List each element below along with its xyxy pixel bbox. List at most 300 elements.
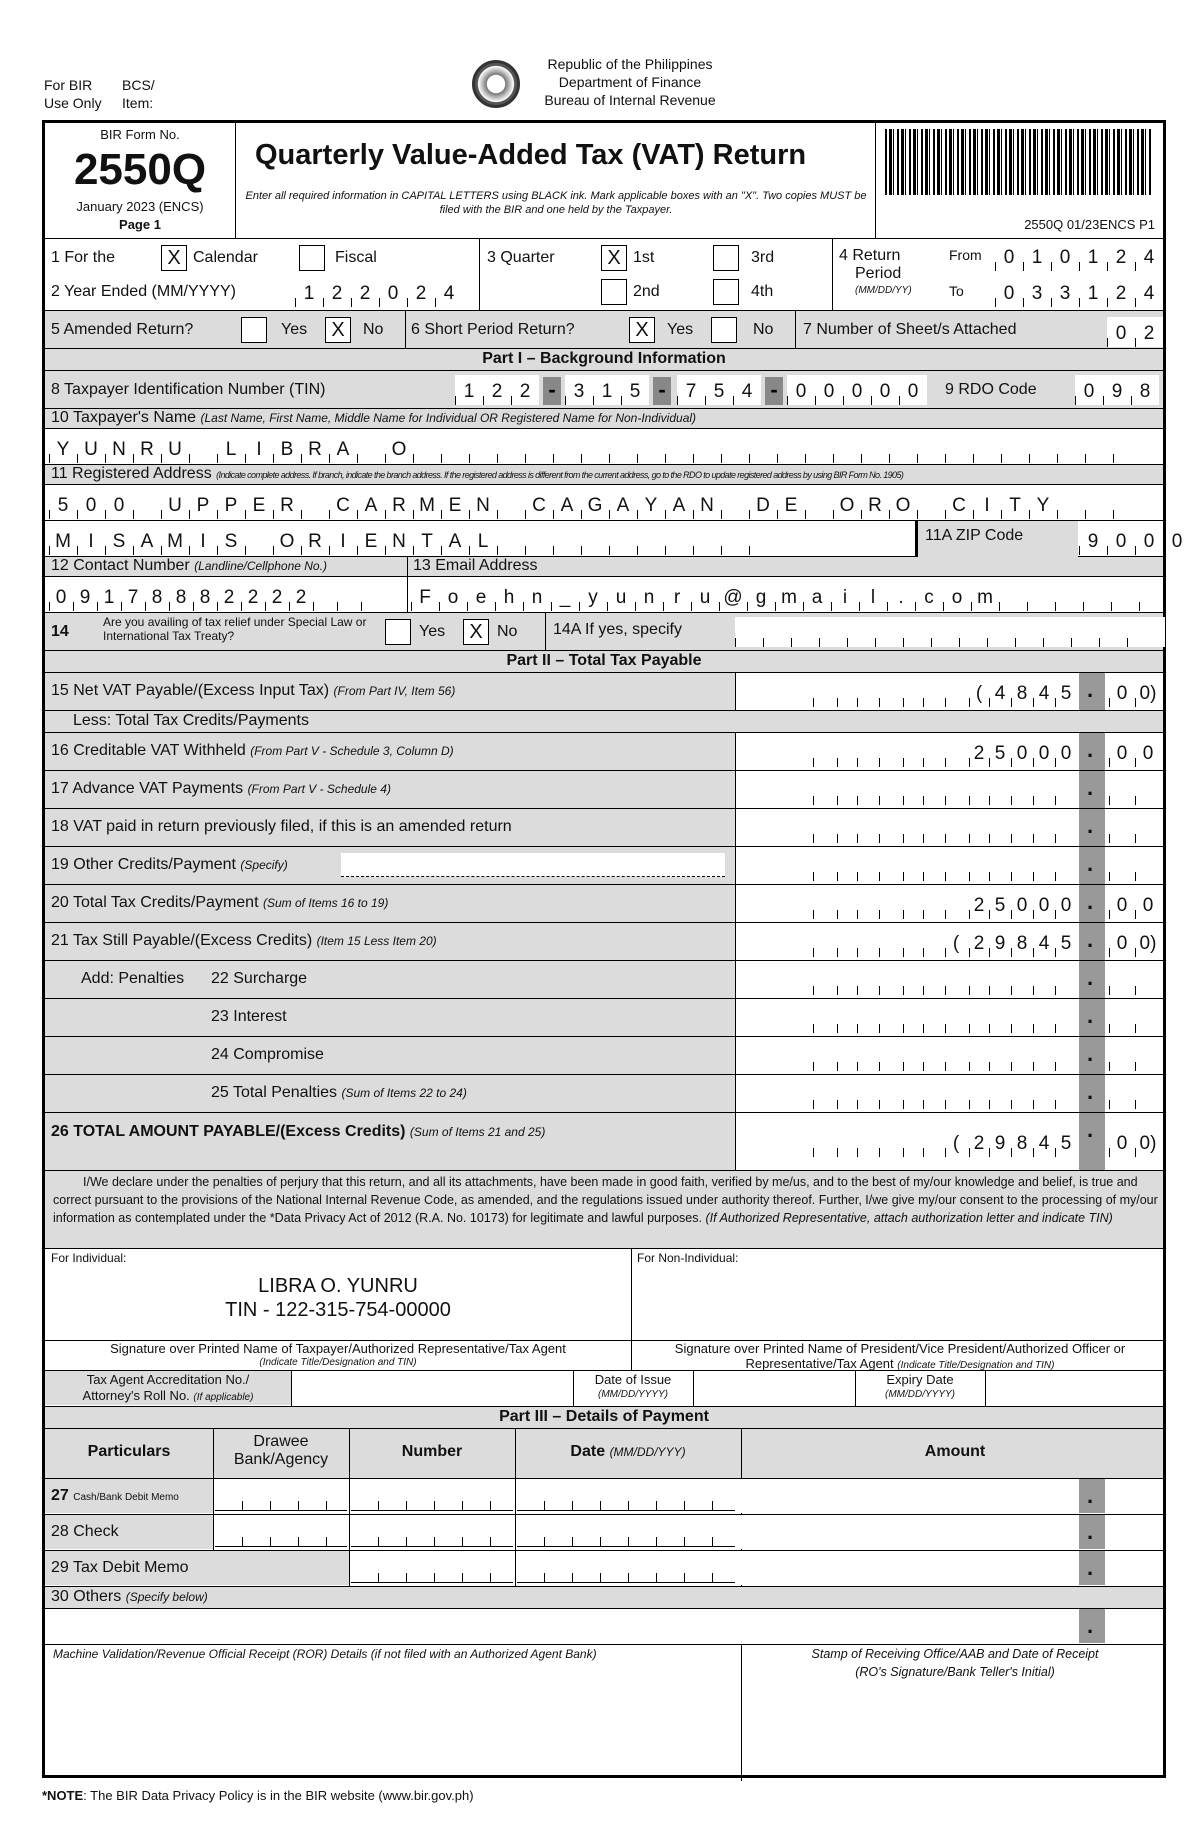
item12-label: 12 Contact Number [51,557,190,574]
item5-label: 5 Amended Return? [51,321,194,338]
i25-amount[interactable] [735,1075,1163,1112]
amount-cents-digit: 0) [1135,1127,1161,1157]
bcs-label: BCS/ [122,77,155,93]
payment-row-r27 [45,1479,1163,1515]
amount-digit [1011,1003,1033,1033]
fiscal-checkbox[interactable] [299,245,325,271]
amount-digit [1011,813,1033,843]
amount-digit [945,889,967,919]
amount-digit [1055,1003,1077,1033]
amount-digit: 9 [989,927,1011,957]
r29-label: 29 Tax Debit Memo [51,1559,189,1576]
amended-no-checkbox[interactable]: X [325,317,351,343]
amount-digit [857,775,879,805]
amount-digit [945,1079,967,1109]
amount-digit [923,927,945,957]
i16-hint: (From Part V - Schedule 3, Column D) [250,744,454,758]
amount-digit [813,1003,835,1033]
amount-cents-digit [1109,1003,1135,1033]
amount-digit [989,775,1011,805]
col-drawee: Drawee Bank/Agency [233,1433,329,1468]
item3-label: 3 Quarter [487,249,555,266]
amount-digit [879,1003,901,1033]
tax-relief-no-label: No [497,623,518,640]
fiscal-label: Fiscal [335,249,377,266]
r27-text: Cash/Bank Debit Memo [73,1492,179,1503]
form-instructions: Enter all required information in CAPITAL LETTERS using BLACK ink. Mark applicable boxes with an "X". Two copies MUST be filed with the BIR and one held by the Taxpayer. [245,190,867,216]
quarter-2nd-checkbox[interactable] [601,279,627,305]
amount-digit [879,927,901,957]
item9-label: 9 RDO Code [945,381,1037,398]
rdo-code-input[interactable]: 0 9 8 [1075,375,1159,405]
amount-digit [1033,1079,1055,1109]
form-title: Quarterly Value-Added Tax (VAT) Return [255,139,807,171]
amount-digit: 0 [1033,737,1055,767]
amount-digit [835,927,857,957]
decimal-point [1079,1037,1105,1074]
contact-number-input[interactable]: 0 9 1 7 8 8 8 2 2 2 2 [49,581,385,611]
i23-amount[interactable] [735,999,1163,1036]
amount-digit: 5 [1055,1127,1077,1157]
i19-amount[interactable] [735,847,1163,884]
amount-digit [1011,775,1033,805]
amount-digit [967,1041,989,1071]
taxpayer-name-input[interactable]: Y U N R U L I B R A O [49,433,1141,463]
item2-label: 2 Year Ended (MM/YYYY) [51,283,236,300]
amount-digit [1011,965,1033,995]
item4-period: Period [855,265,902,282]
i21-label: 21 Tax Still Payable/(Excess Credits) [51,932,313,949]
declaration-text: I/We declare under the penalties of perjury that this return, and all its attachments, have been made in good faith, verified by me/us, and to the best of my/our knowledge and belief, is true and correct pursuant to the provisions of the National Internal Revenue Code, as amended, and the regulations issued under authority thereof. Further, I/we give my/our consent to the processing of my/our information as contemplated under the *Data Privacy Act of 2012 (R.A. No. 10173) for legitimate and lawful purposes. [53,1175,1158,1225]
item11-label: 11 Registered Address [51,465,212,482]
r28-amount[interactable] [735,1515,1163,1549]
row-i22 [45,961,1163,999]
row-i18 [45,809,1163,847]
amount-digit: ( [967,677,989,707]
tax-relief-specify-input[interactable] [735,617,1165,647]
amount-digit [901,1127,923,1157]
i17-amount[interactable] [735,771,1163,808]
amount-digit [813,851,835,881]
amount-cents-digit [1109,813,1135,843]
machine-validation-label: Machine Validation/Revenue Official Receipt (ROR) Details (if not filed with an Authorized Agent Bank) [53,1647,597,1661]
quarter-3rd-checkbox[interactable] [713,245,739,271]
to-label: To [949,283,964,299]
decimal-point [1079,1075,1105,1112]
amount-digit [945,851,967,881]
item4-label: 4 Return [839,247,901,264]
form-2550q [42,120,1183,1778]
signature-captions [45,1341,1163,1371]
item14-row [45,613,1163,651]
item8-label: 8 Taxpayer Identification Number (TIN) [51,381,326,398]
amount-digit [901,1003,923,1033]
i15-label: 15 Net VAT Payable/(Excess Input Tax) [51,682,330,699]
decimal-point [1079,961,1105,998]
signature-block [45,1249,1163,1341]
less-credits-label: Less: Total Tax Credits/Payments [73,712,309,729]
amount-digit [813,1041,835,1071]
tax-relief-yes-checkbox[interactable] [385,619,411,645]
department-text: Department of Finance [558,74,702,90]
add-penalties-label: Add: Penalties [81,970,185,987]
i25-label: 25 Total Penalties [211,1084,338,1101]
amount-digit [1055,1041,1077,1071]
amount-digit [967,813,989,843]
sheets-attached-input[interactable]: 0 2 [1107,317,1163,347]
tin-part1-input[interactable]: 1 2 2 [455,375,539,405]
period-from-input[interactable]: 0 1 0 1 2 4 [995,241,1163,271]
amount-digit: 8 [1011,1127,1033,1157]
amount-digit: 9 [989,1127,1011,1157]
amount-digit: 2 [967,889,989,919]
amount-cents-digit [1135,1003,1161,1033]
address-line2-input[interactable]: M I S A M I S O R I E N T A L [49,525,777,555]
sig-non-individual-hint: (Indicate Title/Designation and TIN) [897,1360,1055,1371]
i18-label: 18 VAT paid in return previously filed, if this is an amended return [51,818,512,835]
r27-label: 27 [51,1487,69,1504]
republic-text: Republic of the Philippines [547,56,713,72]
amount-digit [901,1079,923,1109]
tin-branch-input[interactable]: 0 0 0 0 0 [787,375,927,405]
amount-digit: 4 [1033,1127,1055,1157]
amount-digit: 0 [1055,889,1077,919]
row-i15 [45,673,1163,711]
amount-digit [1033,813,1055,843]
footer-note [42,1788,474,1803]
amended-yes-label: Yes [281,321,308,338]
amount-digit [813,677,835,707]
signer-name: LIBRA O. YUNRU [258,1275,418,1297]
taxpayer-name-row [45,429,1163,465]
amount-digit [923,813,945,843]
tin-part3-input[interactable]: 7 5 4 [677,375,761,405]
decimal-point [1079,733,1105,770]
row-i16 [45,733,1163,771]
quarter-1st-label: 1st [633,249,655,266]
amount-digit: 4 [1033,927,1055,957]
amount-digit: ( [945,1127,967,1157]
row30-hint: (Specify below) [125,1590,208,1604]
amount-digit [835,965,857,995]
amount-digit [901,737,923,767]
item10-label: 10 Taxpayer's Name [51,409,197,426]
r28-date-input[interactable] [517,1521,739,1547]
i22-amount[interactable] [735,961,1163,998]
item14-label: 14 [51,623,69,640]
amount-cents-digit [1135,775,1161,805]
amount-cents-digit: 0 [1109,927,1135,957]
decimal-point [1079,885,1105,922]
short-period-yes-checkbox[interactable]: X [629,317,655,343]
amount-cents-digit [1135,1041,1161,1071]
tax-relief-no-checkbox[interactable]: X [463,619,489,645]
amount-digit [813,1127,835,1157]
address-line1-input[interactable]: 5 0 0 U P P E R C A R M E N C A G A Y A N D E O R O C I T Y [49,489,1141,519]
amended-yes-checkbox[interactable] [241,317,267,343]
amount-digit [1055,965,1077,995]
amount-digit [1033,1041,1055,1071]
expiry-label: Expiry Date [886,1372,954,1387]
amount-digit [857,1003,879,1033]
amount-digit [901,927,923,957]
decimal-point [1079,847,1105,884]
for-non-individual-label: For Non-Individual: [637,1251,739,1265]
quarter-4th-checkbox[interactable] [713,279,739,305]
amount-cents-digit: 0) [1135,677,1161,707]
tax-relief-yes-label: Yes [419,623,446,640]
amount-digit [857,677,879,707]
i16-amount[interactable] [735,733,1163,770]
amount-cents-digit: 0 [1135,889,1161,919]
amount-digit [879,737,901,767]
year-ended-input[interactable]: 1 2 2 0 2 4 [295,277,463,307]
item11-header [45,465,1163,485]
item10-hint: (Last Name, First Name, Middle Name for Individual OR Registered Name for Non-Individual) [200,411,697,425]
amount-cents-digit: 0 [1109,889,1135,919]
amount-cents-digit: 0 [1109,737,1135,767]
item12-hint: (Landline/Cellphone No.) [194,559,327,573]
amount-digit [1011,1079,1033,1109]
payment-header [45,1429,1163,1479]
amount-digit [813,889,835,919]
date-issue-hint: (MM/DD/YYYY) [598,1389,668,1400]
use-only-label: Use Only [44,95,102,111]
title-block [45,123,1163,239]
tin-row: 8 Taxpayer Identification Number (TIN) 1 2 2 - 3 1 5 - 7 5 4 - 0 0 0 0 0 9 RDO Code 0 9 8 [45,371,1163,409]
others-row[interactable] [45,1609,1163,1645]
i26-hint: (Sum of Items 21 and 25) [409,1125,546,1139]
zip-code-input[interactable]: 9 0 0 0 [1079,525,1191,555]
bir-use-only [44,76,200,112]
payment-row-r28 [45,1515,1163,1551]
i21-hint: (Item 15 Less Item 20) [316,934,437,948]
amount-digit [879,1041,901,1071]
other-credits-specify-input[interactable] [341,853,725,877]
amount-cents-digit [1135,813,1161,843]
amount-digit [835,775,857,805]
item10-header [45,409,1163,429]
row-i17 [45,771,1163,809]
amount-digit [1033,965,1055,995]
r28-label: 28 Check [51,1523,119,1540]
i15-hint: (From Part IV, Item 56) [333,684,456,698]
payment-row-r29 [45,1551,1163,1587]
amount-digit [1055,1079,1077,1109]
i24-amount[interactable] [735,1037,1163,1074]
amount-digit [945,775,967,805]
amount-digit [813,737,835,767]
i21-amount[interactable] [735,923,1163,960]
r27-amount[interactable] [735,1479,1163,1513]
stamp-hint: (RO's Signature/Bank Teller's Initial) [855,1665,1055,1679]
accreditation-row [45,1371,1163,1407]
i17-label: 17 Advance VAT Payments [51,780,244,797]
amount-digit [1055,851,1077,881]
decimal-point [1079,673,1105,710]
address-line2-row [45,521,1183,557]
amount-digit [857,813,879,843]
part1-title: Part I – Background Information [45,349,1163,371]
amount-cents-digit: 0 [1109,677,1135,707]
amount-digit: 4 [989,677,1011,707]
amount-cents-digit [1109,1079,1135,1109]
r28-drawee-input[interactable] [215,1521,347,1547]
amount-digit [967,1079,989,1109]
amount-digit [857,1079,879,1109]
amount-digit [989,1003,1011,1033]
amount-digit [945,965,967,995]
calendar-checkbox[interactable]: X [161,245,187,271]
row-i24 [45,1037,1163,1075]
amount-digit [835,1079,857,1109]
amount-digit: 0 [1055,737,1077,767]
r29-amount[interactable] [735,1551,1163,1585]
amount-digit [879,889,901,919]
amount-cents-digit [1135,965,1161,995]
amount-digit [879,1079,901,1109]
item13-label: 13 Email Address [413,557,538,574]
amount-digit [879,677,901,707]
amount-digit: 4 [1033,677,1055,707]
others-amount[interactable] [735,1609,1163,1643]
stamp-label: Stamp of Receiving Office/AAB and Date of Receipt [811,1647,1099,1661]
amount-digit [835,677,857,707]
col-date-hint: (MM/DD/YYY) [609,1445,686,1459]
i15-amount[interactable] [735,673,1163,710]
amount-digit [901,1041,923,1071]
amount-digit [923,677,945,707]
accreditation-label: Tax Agent Accreditation No./ [86,1372,250,1387]
amount-cents-digit [1135,1079,1161,1109]
amount-digit [835,813,857,843]
amount-digit [945,813,967,843]
amount-digit [857,1127,879,1157]
amount-digit [835,1041,857,1071]
amount-digit: 0 [1033,889,1055,919]
amount-digit [879,1127,901,1157]
r27-date-input[interactable] [517,1485,739,1511]
amount-digit [1011,851,1033,881]
part2-title: Part II – Total Tax Payable [45,651,1163,673]
from-label: From [949,247,982,263]
amount-digit [923,1041,945,1071]
amount-digit: ( [945,927,967,957]
item4-format: (MM/DD/YY) [855,285,912,296]
amount-digit [989,1041,1011,1071]
less-credits-row [45,711,1163,733]
i18-amount[interactable] [735,809,1163,846]
quarter-1st-checkbox[interactable]: X [601,245,627,271]
items-1-4 [45,239,1163,311]
amount-digit [857,889,879,919]
amount-digit [967,1003,989,1033]
amount-digit [879,965,901,995]
amount-digit [1055,813,1077,843]
date-issue-label: Date of Issue [594,1372,672,1387]
expiry-hint: (MM/DD/YYYY) [885,1389,955,1400]
amount-digit [923,965,945,995]
email-input[interactable]: F o e h n _ y u n r u @ g m a i l . c o m [411,581,1167,611]
amount-digit [923,851,945,881]
amount-digit: 2 [967,737,989,767]
contact-header [45,557,1163,577]
i23-label: 23 Interest [211,1008,287,1025]
item14-text: Are you availing of tax relief under Special Law or International Tax Treaty? [103,615,367,643]
amount-cents-digit: 0 [1135,737,1161,767]
amount-digit [901,889,923,919]
tin-part2-input[interactable]: 3 1 5 [565,375,649,405]
barcode [885,129,1153,195]
amount-digit [835,889,857,919]
amount-digit [1033,1003,1055,1033]
amount-digit [945,737,967,767]
amount-cents-digit: 0 [1109,1127,1135,1157]
page-label: Page 1 [119,217,161,232]
short-period-yes-label: Yes [667,321,694,338]
i20-amount[interactable] [735,885,1163,922]
amount-digit [989,813,1011,843]
form-number: 2550Q [73,145,207,194]
item6-label: 6 Short Period Return? [411,321,575,338]
i16-label: 16 Creditable VAT Withheld [51,742,246,759]
address-line1-row [45,485,1163,521]
amount-digit [813,965,835,995]
item-label: Item: [122,95,154,111]
short-period-no-checkbox[interactable] [711,317,737,343]
amount-digit [1033,775,1055,805]
amount-digit [835,851,857,881]
decimal-point [1079,1113,1105,1170]
amount-digit [901,851,923,881]
bureau-text: Bureau of Internal Revenue [544,92,716,108]
r27-drawee-input[interactable] [215,1485,347,1511]
validation-block [45,1645,1163,1781]
form-edition: January 2023 (ENCS) [76,199,204,214]
amount-digit: 5 [1055,927,1077,957]
row-i21 [45,923,1163,961]
quarter-4th-label: 4th [751,283,774,300]
r29-date-input[interactable] [517,1557,739,1583]
i26-amount[interactable] [735,1113,1163,1170]
amount-digit [923,1003,945,1033]
period-to-input[interactable]: 0 3 3 1 2 4 [995,277,1163,307]
items-5-7 [45,311,1163,349]
i25-hint: (Sum of Items 22 to 24) [341,1086,467,1100]
item1-label: 1 For the [51,249,116,266]
part3-title: Part III – Details of Payment [45,1407,1163,1429]
i17-hint: (From Part V - Schedule 4) [247,782,391,796]
r29-number-input[interactable] [351,1557,513,1583]
signer-tin: TIN - 122-315-754-00000 [225,1299,451,1321]
amount-digit: 5 [1055,677,1077,707]
sig-individual-hint: (Indicate Title/Designation and TIN) [259,1357,417,1368]
amount-digit [945,1003,967,1033]
amount-digit [857,927,879,957]
amount-digit [967,775,989,805]
calendar-label: Calendar [193,249,258,266]
row-i19 [45,847,1163,885]
r27-number-input[interactable] [351,1485,513,1511]
col-amount: Amount [924,1443,986,1460]
amount-digit [813,813,835,843]
amount-digit: 2 [967,1127,989,1157]
amount-digit [1033,851,1055,881]
amount-digit [857,1041,879,1071]
i22-label: 22 Surcharge [211,970,308,987]
amount-digit [901,813,923,843]
r28-number-input[interactable] [351,1521,513,1547]
